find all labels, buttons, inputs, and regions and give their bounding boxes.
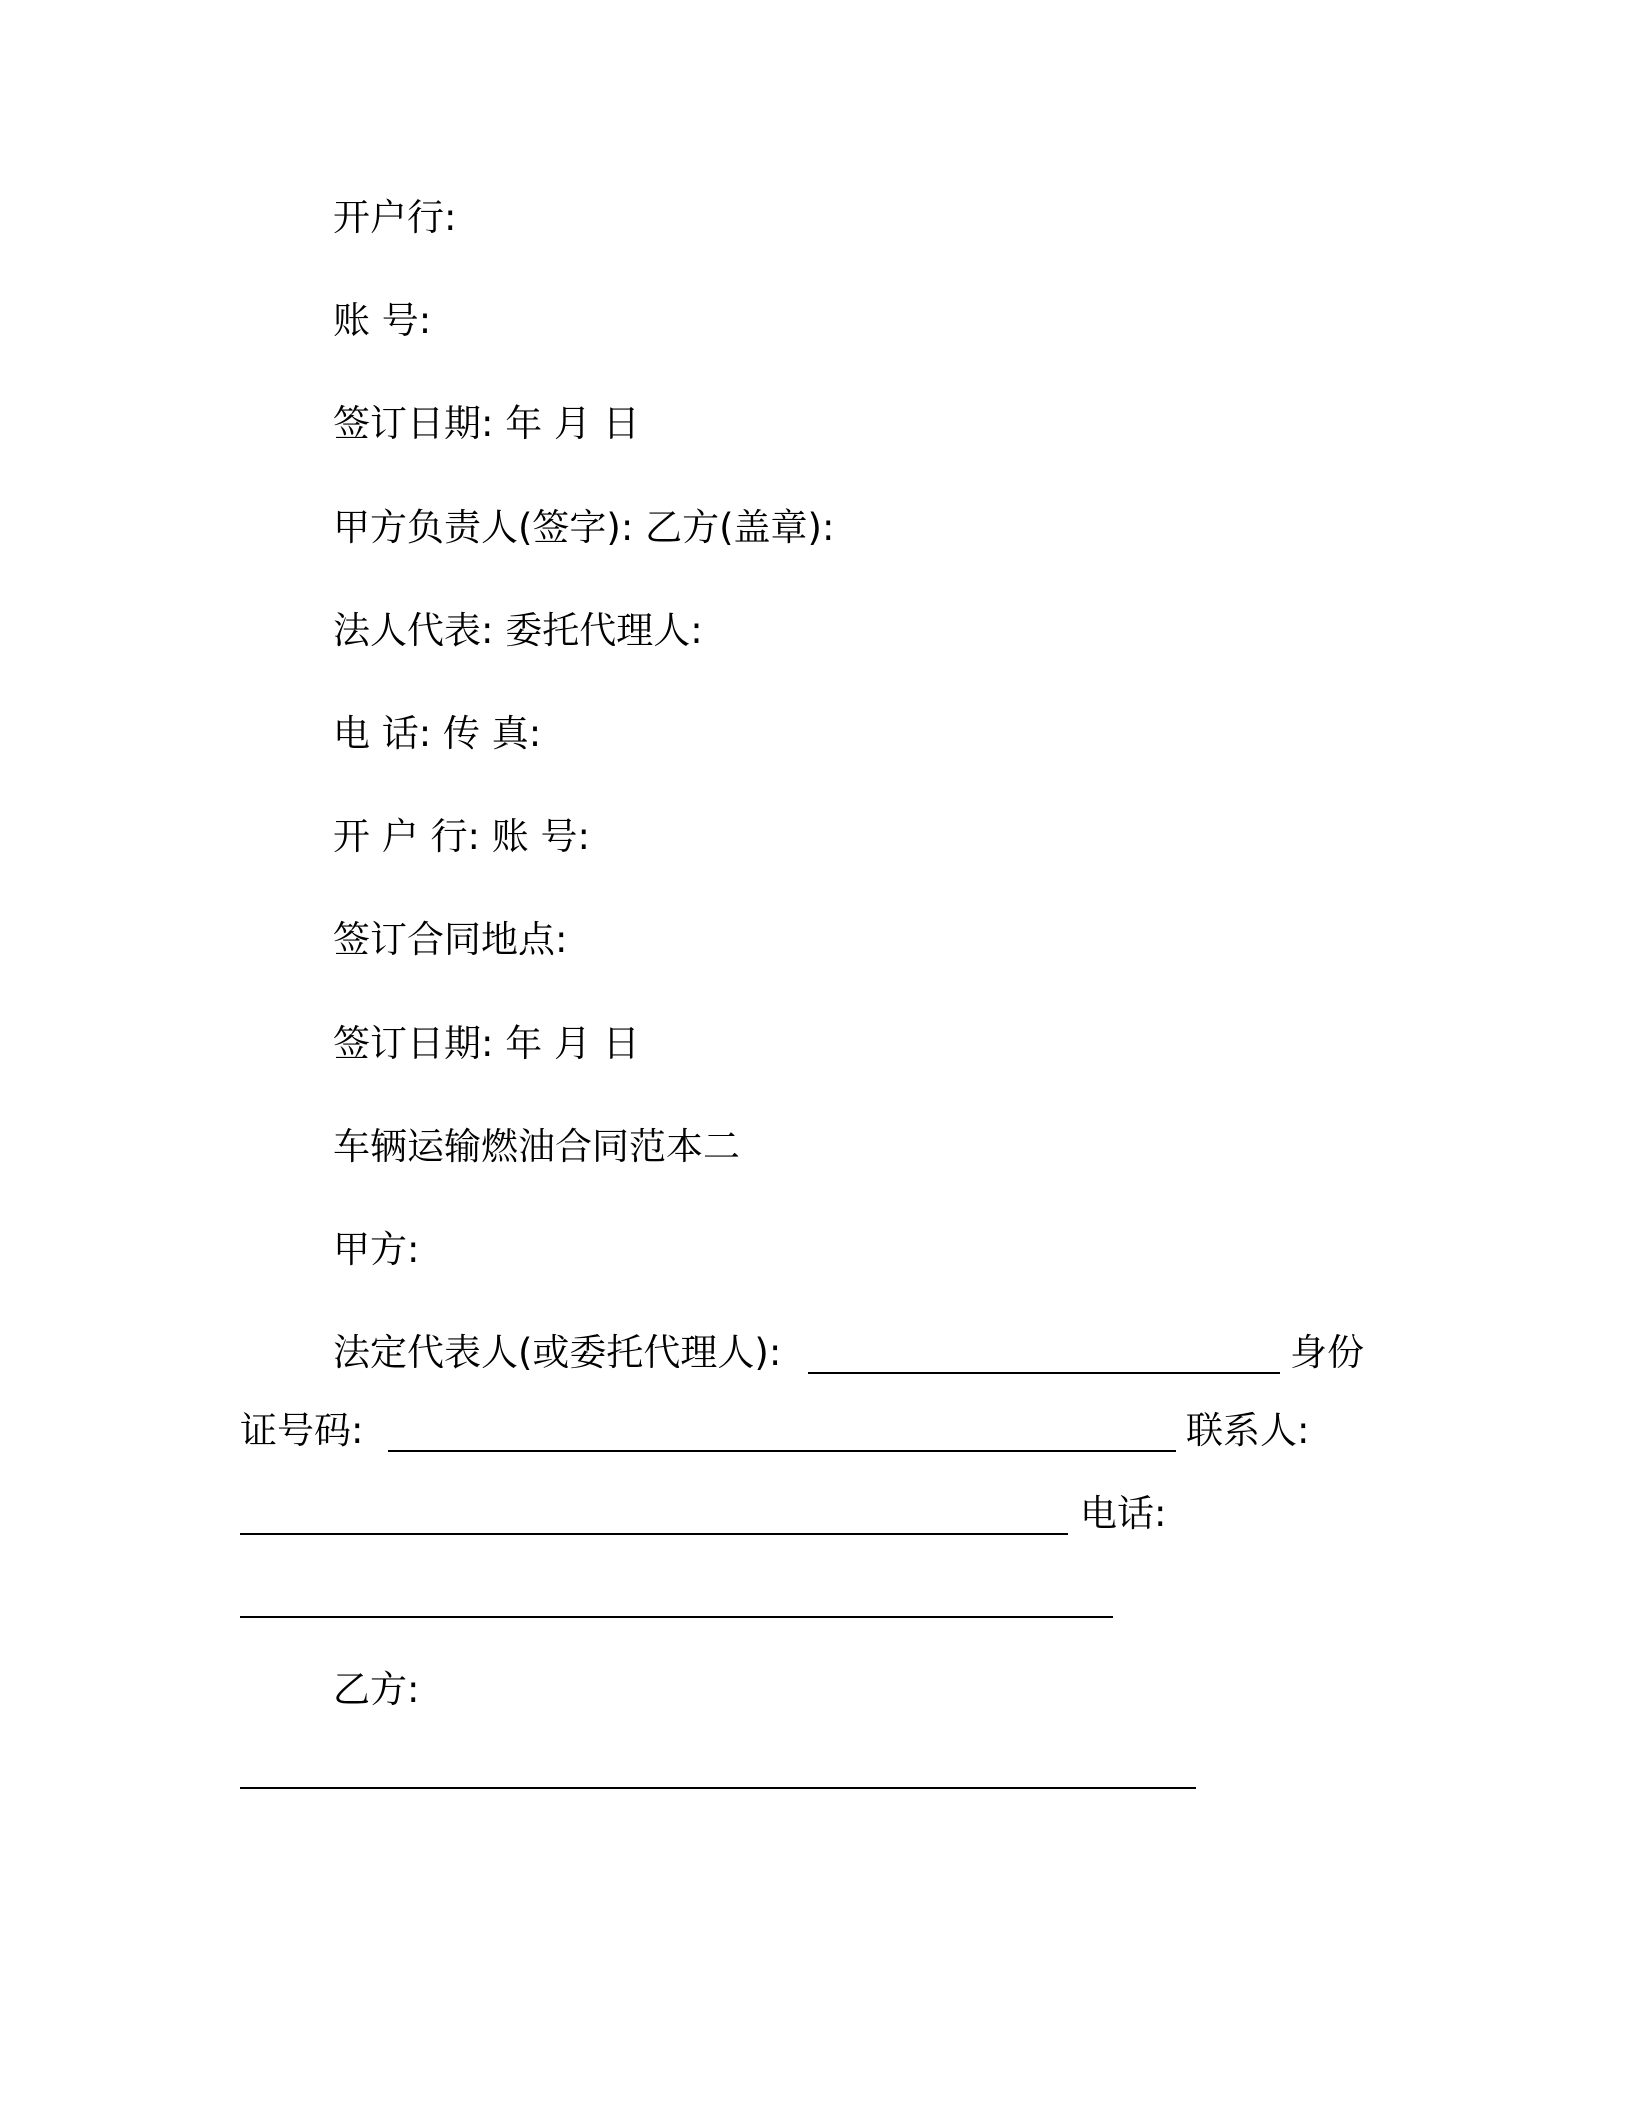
account-label: 账 号: <box>333 299 432 342</box>
party-a-label: 甲方: <box>333 1228 420 1271</box>
signing-date-line-2: 签订日期: 年 月 日 <box>333 1022 640 1065</box>
id-label-part1: 身份 <box>1290 1331 1364 1374</box>
phone-fax-line: 电 话: 传 真: <box>333 712 542 755</box>
id-number-blank <box>388 1450 1176 1452</box>
party-b-blank <box>240 1787 1196 1789</box>
phone-blank <box>240 1616 1113 1618</box>
signing-place-line: 签订合同地点: <box>333 918 568 961</box>
bank-account-line: 开 户 行: 账 号: <box>333 815 590 858</box>
legal-rep-blank <box>808 1372 1280 1374</box>
section-title: 车辆运输燃油合同范本二 <box>333 1125 740 1168</box>
legal-rep-agent-line: 法人代表: 委托代理人: <box>333 609 703 652</box>
legal-rep-label: 法定代表人(或委托代理人): <box>333 1331 782 1374</box>
bank-label: 开户行: <box>333 196 457 239</box>
party-b-label: 乙方: <box>333 1668 420 1711</box>
contact-blank <box>240 1533 1068 1535</box>
phone-label: 电话: <box>1080 1492 1167 1535</box>
contact-label: 联系人: <box>1186 1409 1310 1452</box>
signatories-line: 甲方负责人(签字): 乙方(盖章): <box>333 506 835 549</box>
signing-date-line: 签订日期: 年 月 日 <box>333 402 640 445</box>
id-label-part2: 证号码: <box>240 1409 364 1452</box>
